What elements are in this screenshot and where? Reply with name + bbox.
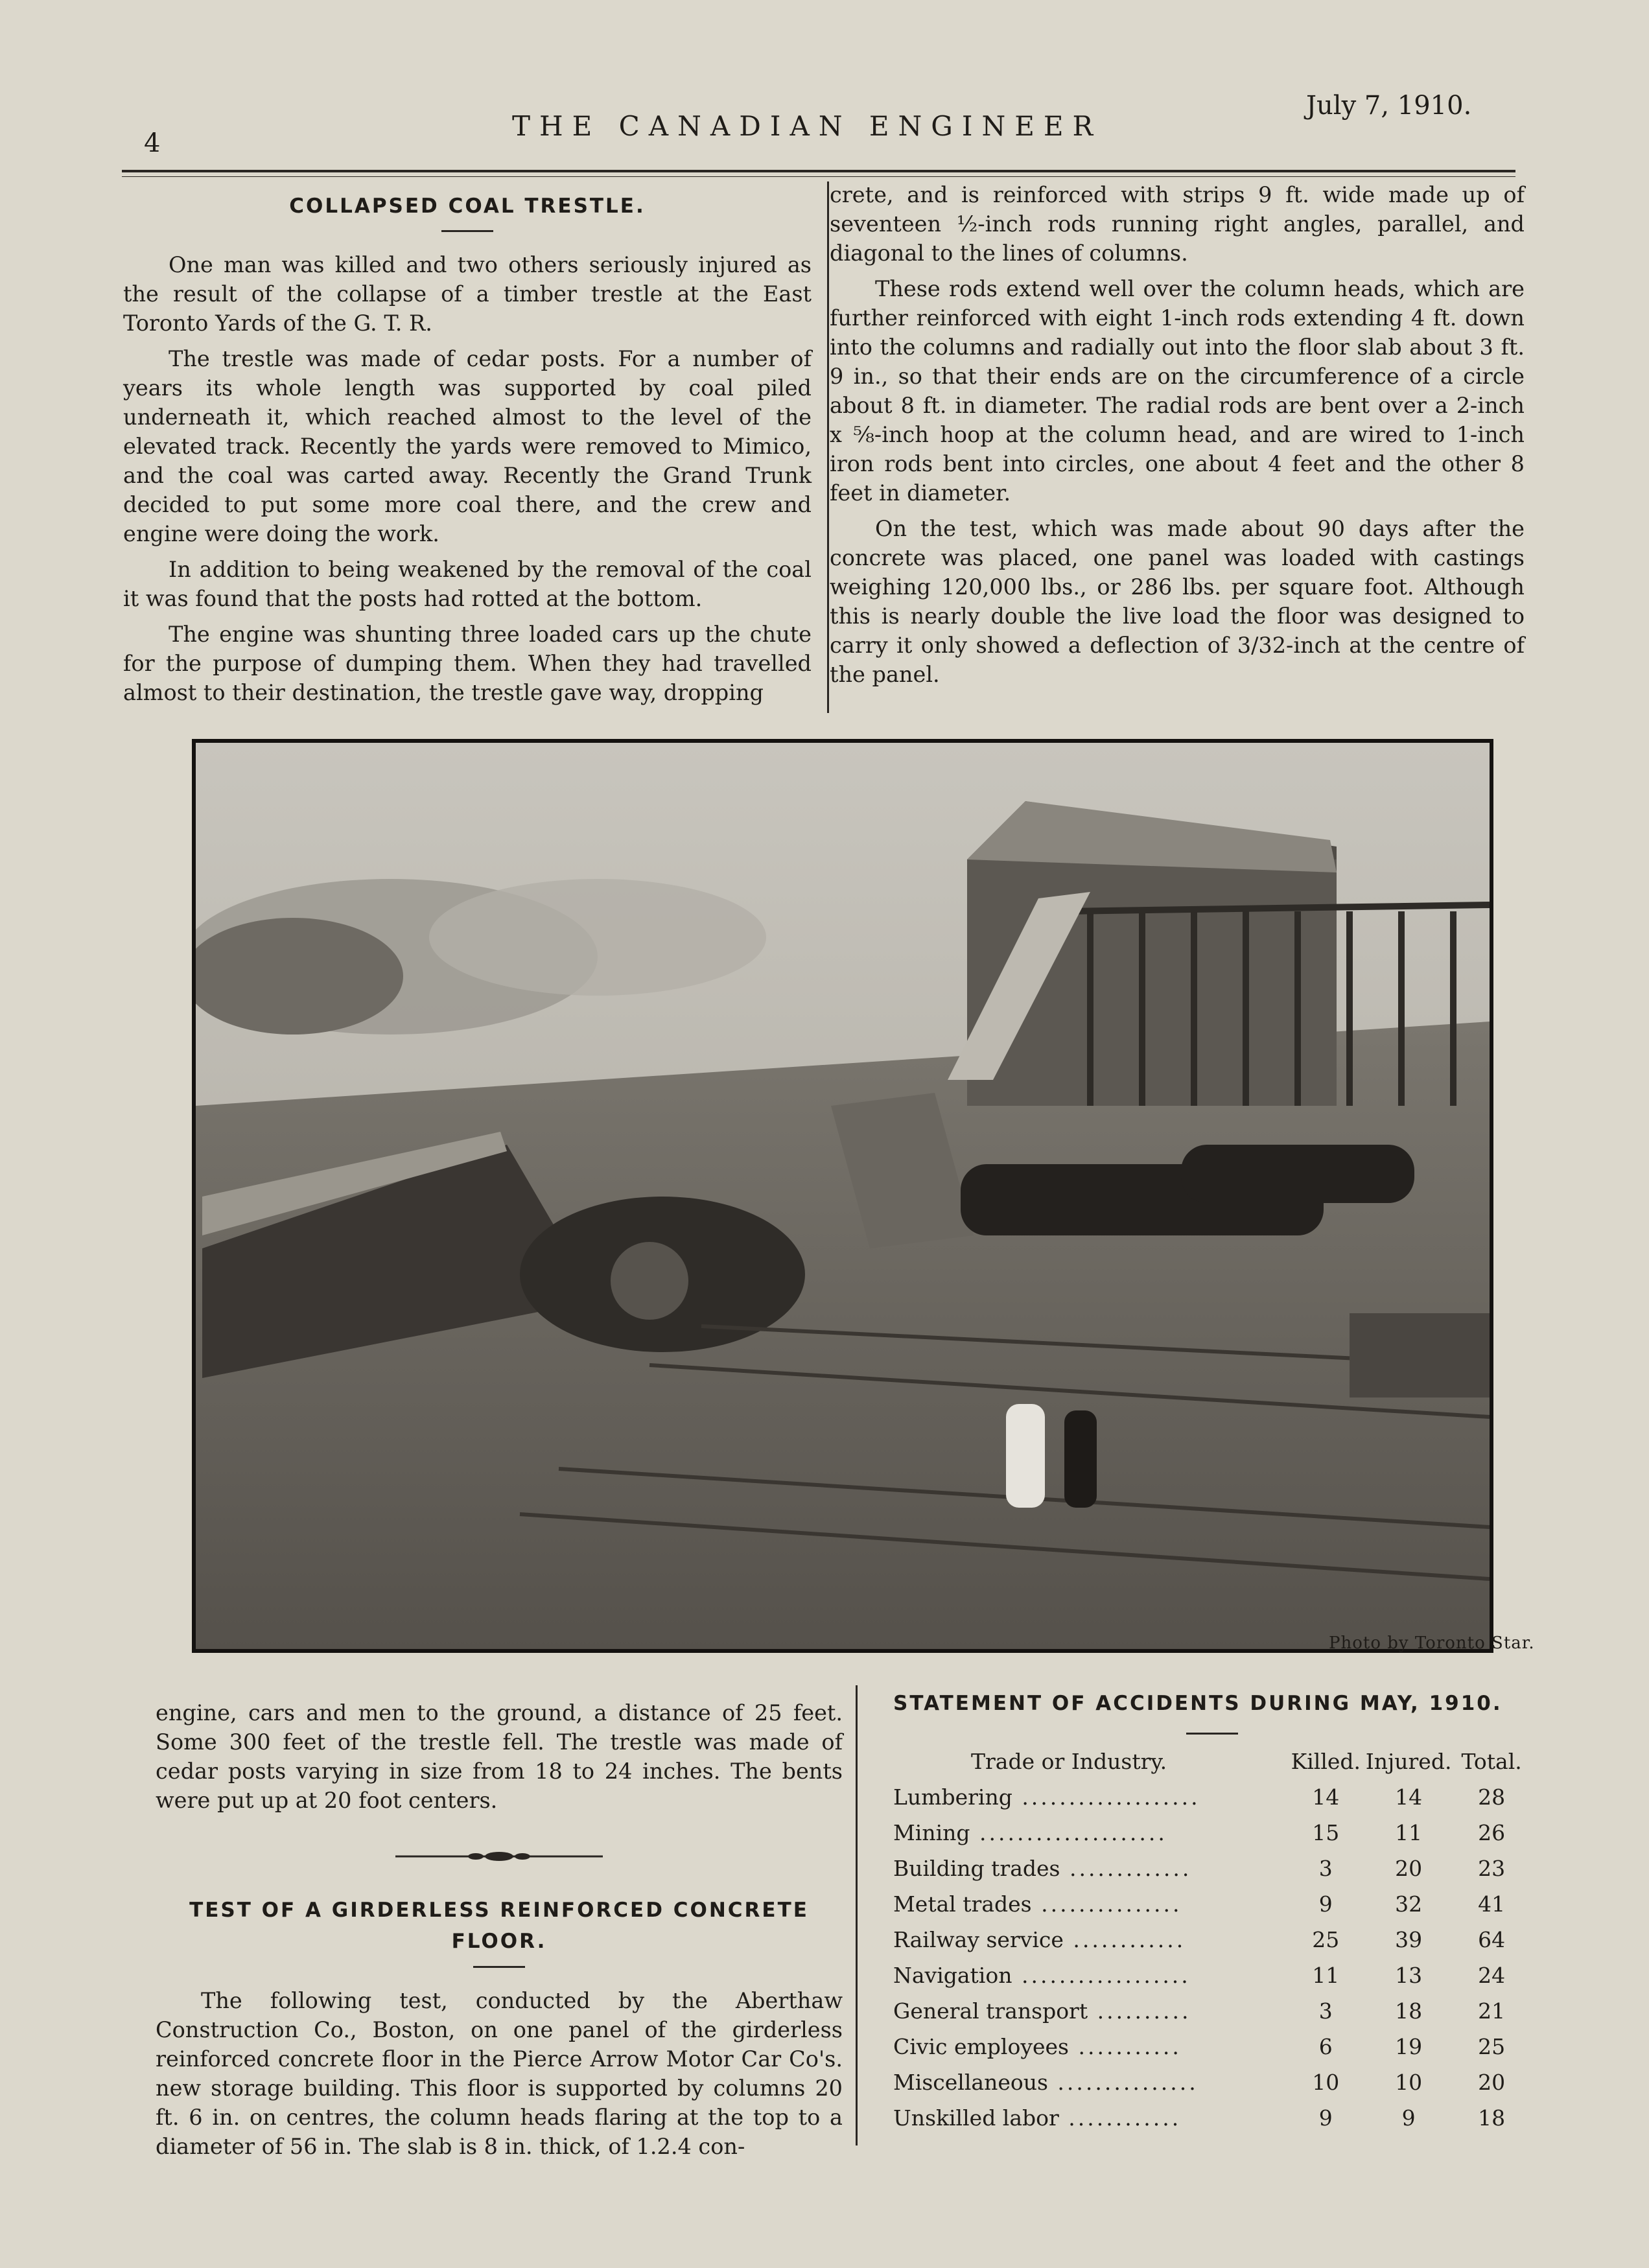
accidents-table	[893, 1744, 1528, 2136]
trade-cell: Lumbering ...................	[893, 1784, 1200, 1810]
total-cell: 64	[1478, 1927, 1506, 1952]
trade-name: General transport	[893, 1998, 1088, 2024]
table-row	[893, 1886, 1528, 1922]
total-cell: 18	[1478, 2105, 1506, 2131]
article-title: COLLAPSED COAL TRESTLE.	[289, 194, 646, 218]
header-rule-thin	[122, 176, 1515, 177]
table-row	[893, 2029, 1528, 2064]
total-cell: 25	[1478, 2034, 1506, 2059]
total-cell: 26	[1478, 1820, 1506, 1845]
table-header-row	[893, 1744, 1528, 1779]
article-title: TEST OF A GIRDERLESS REINFORCED CONCRETE FLOOR.	[189, 1899, 809, 1953]
injured-cell: 14	[1395, 1784, 1423, 1810]
article-continuation	[156, 1698, 843, 2168]
paragraph: In addition to being weakened by the removal of the coal it was found that the posts had rotted at the bottom.	[123, 557, 812, 611]
injured-cell: 13	[1395, 1963, 1423, 1988]
trade-name: Mining	[893, 1820, 970, 1845]
table-row	[893, 1922, 1528, 1958]
table-row	[893, 1958, 1528, 1993]
paragraph: These rods extend well over the column heads, which are further reinforced with eight 1-inch rods extending 4 ft. down into the columns and radially out into the floor slab about 3 ft. 9 in., so that their ends are on the circumference of a circle about 8 ft. in diameter. The radial rods are bent over a 2-inch x ⅝-inch hoop at the column head, and are wired to 1-inch iron rods bent into circles, one about 4 feet and the other 8 feet in diameter.	[830, 276, 1525, 506]
killed-cell: 14	[1312, 1784, 1340, 1810]
paragraph: engine, cars and men to the ground, a distance of 25 feet. Some 300 feet of the trestle fell. The trestle was made of cedar posts varying in size from 18 to 24 inches. The bents were put up at 20 foot centers.	[156, 1700, 843, 1813]
paragraph: One man was killed and two others seriously injured as the result of the collapse of a timber trestle at the East Toronto Yards of the G. T. R.	[123, 252, 812, 336]
trade-name: Metal trades	[893, 1891, 1032, 1917]
injured-cell: 39	[1395, 1927, 1423, 1952]
table-row	[893, 1779, 1528, 1815]
column-header: Killed.	[1291, 1749, 1361, 1774]
article-collapsed-coal-trestle	[123, 192, 812, 714]
table-row	[893, 2064, 1528, 2100]
trade-name: Lumbering	[893, 1784, 1012, 1810]
page-number: 4	[144, 128, 161, 158]
trestle-collapse-photo	[192, 739, 1493, 1653]
column-divider	[827, 181, 829, 713]
title-divider	[441, 230, 493, 232]
killed-cell: 6	[1318, 2034, 1333, 2059]
table-row	[893, 1993, 1528, 2029]
ornament-rule-icon	[395, 1850, 603, 1863]
trade-cell: Miscellaneous ...............	[893, 2070, 1199, 2095]
issue-date: July 7, 1910.	[1306, 91, 1472, 121]
trade-name: Building trades	[893, 1856, 1060, 1881]
title-divider	[1186, 1733, 1238, 1735]
trade-cell: Metal trades ...............	[893, 1891, 1182, 1917]
photo-caption: Photo by Toronto Star.	[1329, 1633, 1535, 1653]
paragraph: The trestle was made of cedar posts. For a number of years its whole length was supported by coal piled underneath it, which reached almost to the level of the elevated track. Recently the yards were removed to Mimico, and the coal was carted away. Recently the Grand Trunk decided to put some more coal there, and the crew and engine were doing the work.	[123, 346, 812, 546]
injured-cell: 19	[1395, 2034, 1423, 2059]
injured-cell: 32	[1395, 1891, 1423, 1917]
trade-cell: Navigation ..................	[893, 1963, 1191, 1988]
total-cell: 20	[1478, 2070, 1506, 2095]
title-divider	[473, 1966, 525, 1968]
paragraph: The engine was shunting three loaded cars up the chute for the purpose of dumping them. When they had travelled almost to their destination, the trestle gave way, dropping	[123, 622, 812, 705]
injured-cell: 11	[1395, 1820, 1423, 1845]
trade-name: Miscellaneous	[893, 2070, 1048, 2095]
table-row	[893, 1815, 1528, 1851]
journal-title: THE CANADIAN ENGINEER	[512, 110, 1103, 142]
trade-cell: Mining ....................	[893, 1820, 1167, 1845]
trade-cell: Railway service ............	[893, 1927, 1186, 1952]
accidents-statement	[893, 1689, 1528, 2136]
paragraph: On the test, which was made about 90 days after the concrete was placed, one panel was loaded with castings weighing 120,000 lbs., or 286 lbs. per square foot. Although this is nearly double the live load the floor was designed to carry it only showed a deflection of 3/32-inch at the centre of the panel.	[830, 516, 1525, 687]
trade-cell: Building trades .............	[893, 1856, 1192, 1881]
table-row	[893, 2100, 1528, 2136]
total-cell: 23	[1478, 1856, 1506, 1881]
injured-cell: 10	[1395, 2070, 1423, 2095]
header-rule	[122, 170, 1515, 172]
photo-illustration	[196, 743, 1490, 1649]
article-concrete-floor-continued	[830, 180, 1525, 696]
trade-cell: General transport ..........	[893, 1998, 1191, 2024]
killed-cell: 9	[1318, 2105, 1333, 2131]
injured-cell: 20	[1395, 1856, 1423, 1881]
trade-name: Unskilled labor	[893, 2105, 1059, 2131]
injured-cell: 9	[1401, 2105, 1416, 2131]
column-header: Trade or Industry.	[971, 1749, 1167, 1774]
paragraph: crete, and is reinforced with strips 9 ft. wide made up of seventeen ½-inch rods running right angles, parallel, and diagonal to the lines of columns.	[830, 182, 1525, 266]
column-header: Total.	[1461, 1749, 1522, 1774]
trade-cell: Unskilled labor ............	[893, 2105, 1182, 2131]
trade-name: Civic employees	[893, 2034, 1069, 2059]
trade-cell: Civic employees ...........	[893, 2034, 1182, 2059]
killed-cell: 10	[1312, 2070, 1340, 2095]
column-header: Injured.	[1365, 1749, 1452, 1774]
total-cell: 24	[1478, 1963, 1506, 1988]
paragraph: The following test, conducted by the Aberthaw Construction Co., Boston, on one panel of the girderless reinforced concrete floor in the Pierce Arrow Motor Car Co's. new storage building. This floor is supported by columns 20 ft. 6 in. on centres, the column heads flaring at the top to a diameter of 56 in. The slab is 8 in. thick, of 1.2.4 con-	[156, 1988, 843, 2159]
column-divider	[856, 1685, 858, 2145]
total-cell: 28	[1478, 1784, 1506, 1810]
killed-cell: 15	[1312, 1820, 1340, 1845]
table-title: STATEMENT OF ACCIDENTS DURING MAY, 1910.	[893, 1692, 1503, 1715]
trade-name: Railway service	[893, 1927, 1064, 1952]
total-cell: 21	[1478, 1998, 1506, 2024]
killed-cell: 9	[1318, 1891, 1333, 1917]
injured-cell: 18	[1395, 1998, 1423, 2024]
trade-name: Navigation	[893, 1963, 1012, 1988]
table-row	[893, 1851, 1528, 1886]
section-ornament	[156, 1841, 843, 1870]
total-cell: 41	[1478, 1891, 1506, 1917]
killed-cell: 11	[1312, 1963, 1340, 1988]
killed-cell: 3	[1318, 1856, 1333, 1881]
killed-cell: 3	[1318, 1998, 1333, 2024]
killed-cell: 25	[1312, 1927, 1340, 1952]
